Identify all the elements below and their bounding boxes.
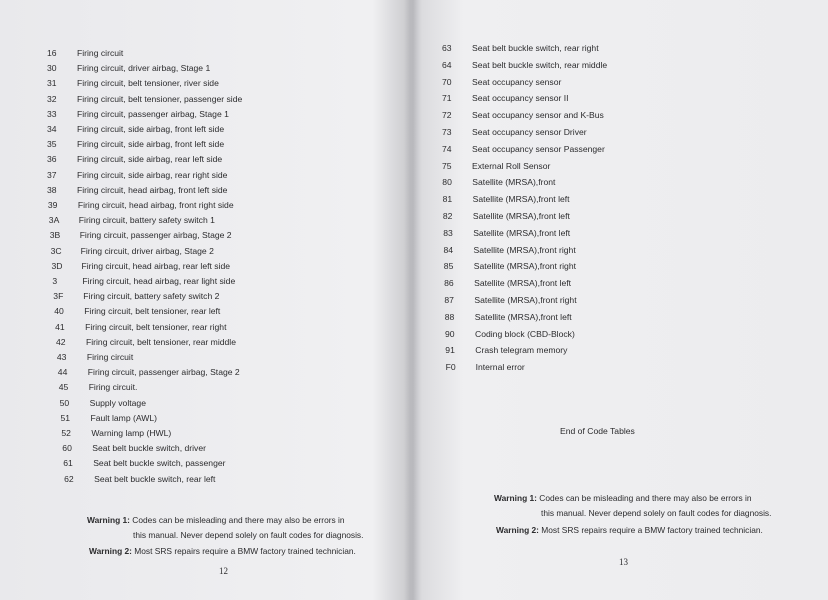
fault-description: Firing circuit, belt tensioner, rear middle [86,336,236,347]
fault-description: Seat occupancy sensor [472,76,562,87]
right-warning-1-label: Warning 1: [494,493,537,503]
fault-description: Satellite (MRSA),front [472,177,556,188]
fault-code: 3F [53,291,64,302]
left-page [0,0,412,600]
left-warning-1-label: Warning 1: [87,515,130,525]
left-warning-2-label: Warning 2: [89,546,132,556]
fault-code: 31 [47,78,57,89]
fault-code: 36 [47,154,57,165]
fault-code: 63 [442,43,452,53]
fault-code: 39 [47,200,58,210]
left-warning-1-continued: this manual. Never depend solely on fault codes for diagnosis. [133,530,364,540]
left-warning-2 [89,546,356,557]
fault-code: 87 [444,295,454,305]
right-warning-2 [496,525,763,536]
fault-description: Seat occupancy sensor II [472,93,569,104]
fault-description: Firing circuit, belt tensioner, river side [77,78,219,89]
fault-description: Firing circuit. [88,382,138,393]
fault-description: Seat belt buckle switch, rear right [472,43,599,53]
fault-description: Satellite (MRSA),front right [473,244,576,255]
left-page-number: 12 [219,566,228,576]
fault-code: 62 [64,473,74,484]
fault-description: Coding block (CBD-Block) [475,328,575,339]
fault-code: 41 [55,321,65,332]
fault-code: 37 [47,169,57,180]
fault-description: Internal error [475,362,525,373]
fault-description: Firing circuit, side airbag, rear left side [77,154,223,165]
fault-description: Firing circuit [86,352,134,362]
fault-description: Firing circuit, side airbag, front left side [77,139,225,150]
fault-code: 73 [442,127,452,137]
fault-code: 91 [445,345,455,356]
fault-code: 3D [51,260,63,271]
fault-description: Firing circuit, passenger airbag, Stage 2 [79,230,232,241]
fault-code: 71 [442,93,452,104]
fault-description: Firing circuit, side airbag, front left side [77,124,225,134]
fault-code: 3A [48,215,60,226]
fault-description: Firing circuit, driver airbag, Stage 2 [80,245,214,256]
fault-code: 60 [62,443,72,454]
fault-description: Firing circuit, passenger airbag, Stage 2 [87,367,240,378]
fault-code: 80 [442,177,452,188]
fault-code: 85 [443,261,454,272]
fault-code: 70 [442,76,452,87]
right-page-number: 13 [619,557,628,567]
fault-description: Satellite (MRSA),front left [472,194,570,205]
fault-description: Warning lamp (HWL) [91,428,172,438]
fault-code: 40 [54,306,64,317]
fault-code: 90 [445,328,455,339]
fault-code: 3 [52,276,58,286]
fault-description: Satellite (MRSA),front left [472,211,570,221]
fault-code: 81 [442,194,453,205]
fault-code: 43 [56,352,67,362]
fault-description: Seat belt buckle switch, rear left [94,473,216,484]
fault-description: Firing circuit, belt tensioner, rear left [84,306,221,317]
fault-code: 72 [442,110,452,121]
fault-description: Firing circuit, head airbag, rear left side [81,260,231,271]
fault-code: 84 [443,244,454,255]
fault-description: Firing circuit, battery safety switch 2 [83,291,220,302]
fault-description: Firing circuit, passenger airbag, Stage 1 [77,108,229,119]
fault-code: 88 [444,311,455,322]
fault-code: 75 [442,160,452,171]
fault-description: Firing circuit, battery safety switch 1 [78,215,215,226]
fault-description: Firing circuit, head airbag, front right side [77,200,234,210]
fault-description: Firing circuit, driver airbag, Stage 1 [77,63,211,74]
fault-code: 44 [57,367,68,378]
fault-description: Seat belt buckle switch, rear middle [472,59,608,70]
fault-description: Supply voltage [89,397,146,408]
fault-code: F0 [445,362,456,373]
fault-description: Seat occupancy sensor and K-Bus [472,110,604,121]
fault-code: 86 [444,278,454,289]
fault-code: 33 [47,108,57,119]
fault-description: External Roll Sensor [472,160,551,171]
fault-code: 34 [47,124,57,134]
left-warning-2-text: Most SRS repairs require a BMW factory trained technician. [134,546,356,556]
fault-code: 74 [442,143,452,154]
fault-description: Satellite (MRSA),front left [474,278,572,289]
fault-code: 83 [443,227,453,238]
fault-description: Firing circuit, belt tensioner, passenger side [77,93,243,104]
fault-code: 16 [47,48,57,58]
fault-code: 32 [47,93,57,104]
fault-code: 30 [47,63,57,74]
fault-code: 45 [58,382,69,393]
right-warning-2-text: Most SRS repairs require a BMW factory trained technician. [541,525,763,535]
fault-code: 3B [49,230,61,241]
fault-description: Firing circuit, head airbag, rear light side [82,276,236,286]
fault-description: Seat occupancy sensor Driver [472,127,587,137]
fault-description: Seat belt buckle switch, passenger [93,458,226,469]
right-page [414,0,828,600]
right-warning-1 [494,493,752,504]
fault-code: 38 [47,184,57,195]
fault-code: 51 [60,412,71,423]
fault-description: Crash telegram memory [475,345,568,356]
fault-code: 3C [50,245,62,256]
fault-code: 50 [59,397,70,408]
fault-description: Satellite (MRSA),front right [474,295,577,305]
right-warning-1-continued: this manual. Never depend solely on fault codes for diagnosis. [541,508,772,518]
fault-description: Satellite (MRSA),front left [474,311,572,322]
end-of-code-tables: End of Code Tables [560,426,635,436]
fault-code: 64 [442,59,452,70]
fault-description: Satellite (MRSA),front right [473,261,576,272]
left-warning-1 [87,515,345,526]
fault-code: 82 [442,211,453,221]
fault-description: Firing circuit [77,48,124,58]
fault-code: 61 [63,458,73,469]
fault-description: Firing circuit, belt tensioner, rear right [85,321,227,332]
fault-description: Seat occupancy sensor Passenger [472,143,605,154]
fault-code: 35 [47,139,57,150]
fault-description: Fault lamp (AWL) [90,412,158,423]
right-warning-1-line-1: Codes can be misleading and there may also be errors in [539,493,752,503]
fault-description: Firing circuit, side airbag, rear right side [77,169,228,180]
fault-description: Satellite (MRSA),front left [473,227,571,238]
fault-description: Seat belt buckle switch, driver [92,443,206,454]
fault-description: Firing circuit, head airbag, front left side [77,184,228,195]
right-warning-2-label: Warning 2: [496,525,539,535]
fault-code: 52 [61,428,71,438]
fault-code: 42 [56,336,66,347]
left-warning-1-line-1: Codes can be misleading and there may also be errors in [132,515,345,525]
